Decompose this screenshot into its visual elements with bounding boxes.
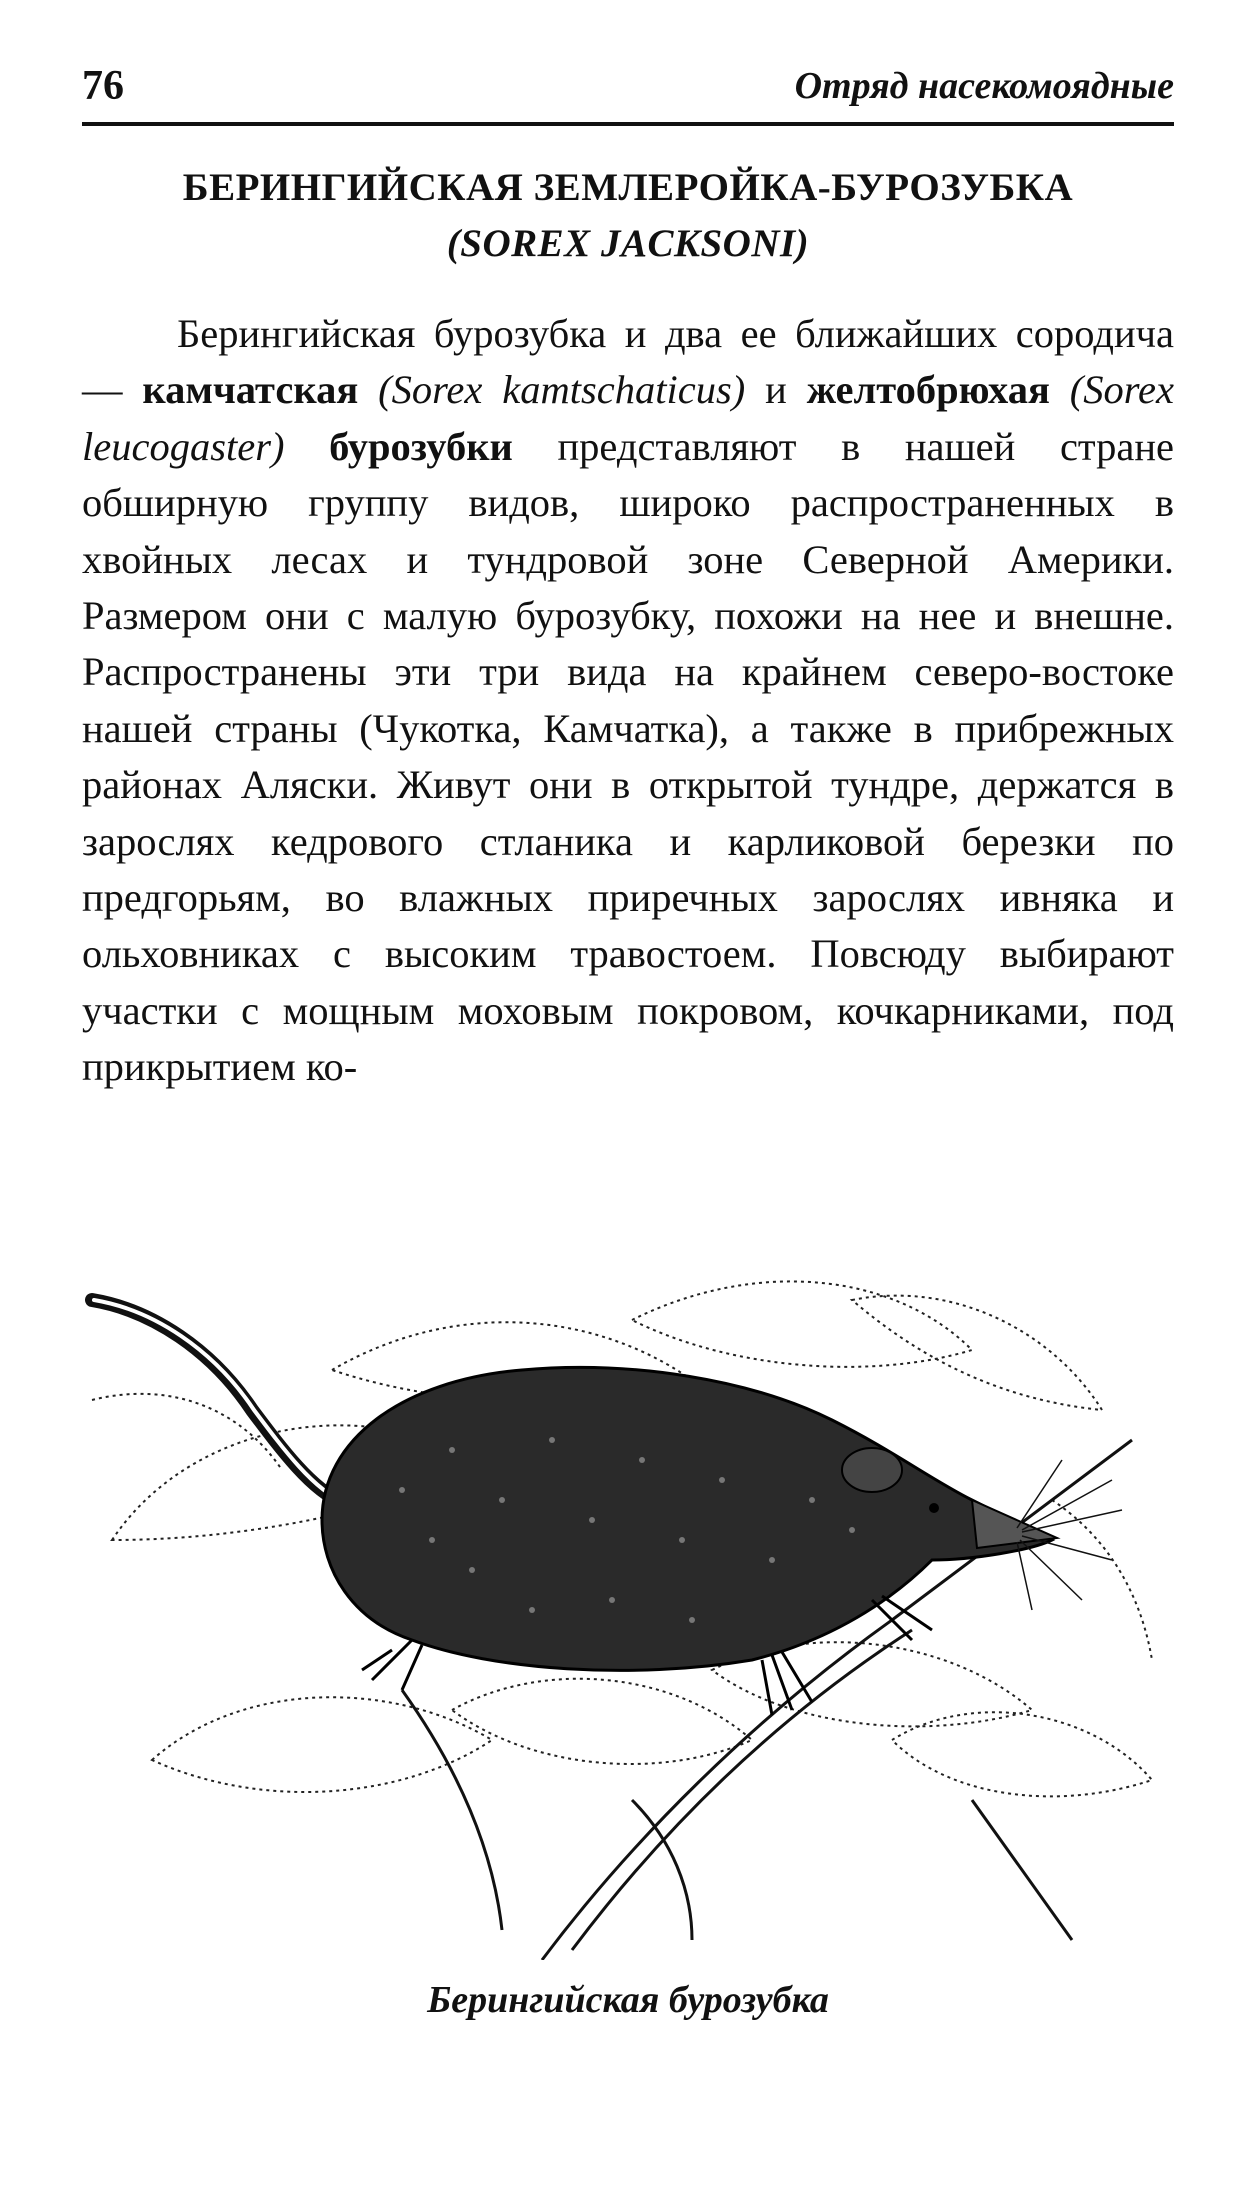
page-header [82, 62, 1174, 126]
body-text-3: представляют в нашей стране обширную группу видов, широко распространенных в хвойных лесах и тундровой зоне Северной Америки. Размером они с малую бурозубку, похожи на нее и внешне. Распространены эти три вида на крайнем северо-востоке нашей страны (Чукотка, Камчатка), а также в прибрежных районах Аляски. Живут они в открытой тундре, держатся в зарослях кедрового стланика и карликовой березки по предгорьям, во влажных приречных зарослях ивняка и ольховниках с высоким травостоем. Повсюду выбирают участки с мощным моховым покровом, кочкарниками, под прикрытием ко- [82, 423, 1174, 1090]
species-zheltobryukhaya: желтобрюхая [806, 367, 1050, 413]
latin-leucogaster: (Sorex leucogaster) [82, 367, 1174, 469]
species-kamchatka: камчатская [142, 367, 359, 413]
article-title [82, 160, 1174, 272]
shrew-illustration [72, 1240, 1182, 1960]
latin-kamtschaticus: (Sorex kamtschaticus) [358, 367, 746, 413]
header-rule [82, 122, 1174, 126]
title-latin: (SOREX JACKSONI) [446, 222, 810, 265]
figure-caption: Берингийская бурозубка [427, 1979, 829, 2021]
shrew-drawing [72, 1240, 1182, 1960]
species-burozubki: бурозубки [284, 423, 513, 469]
body-text-2: и [745, 367, 807, 413]
page-number: 76 [82, 63, 124, 109]
title-russian: БЕРИНГИЙСКАЯ ЗЕМЛЕРОЙКА-БУРОЗУБКА [182, 166, 1074, 209]
running-title: Отряд насекомоядные [794, 65, 1174, 107]
body-paragraph [82, 306, 1174, 1096]
body-text-1: Берингийская бурозубка и два ее ближайших сородича — [82, 311, 1174, 413]
